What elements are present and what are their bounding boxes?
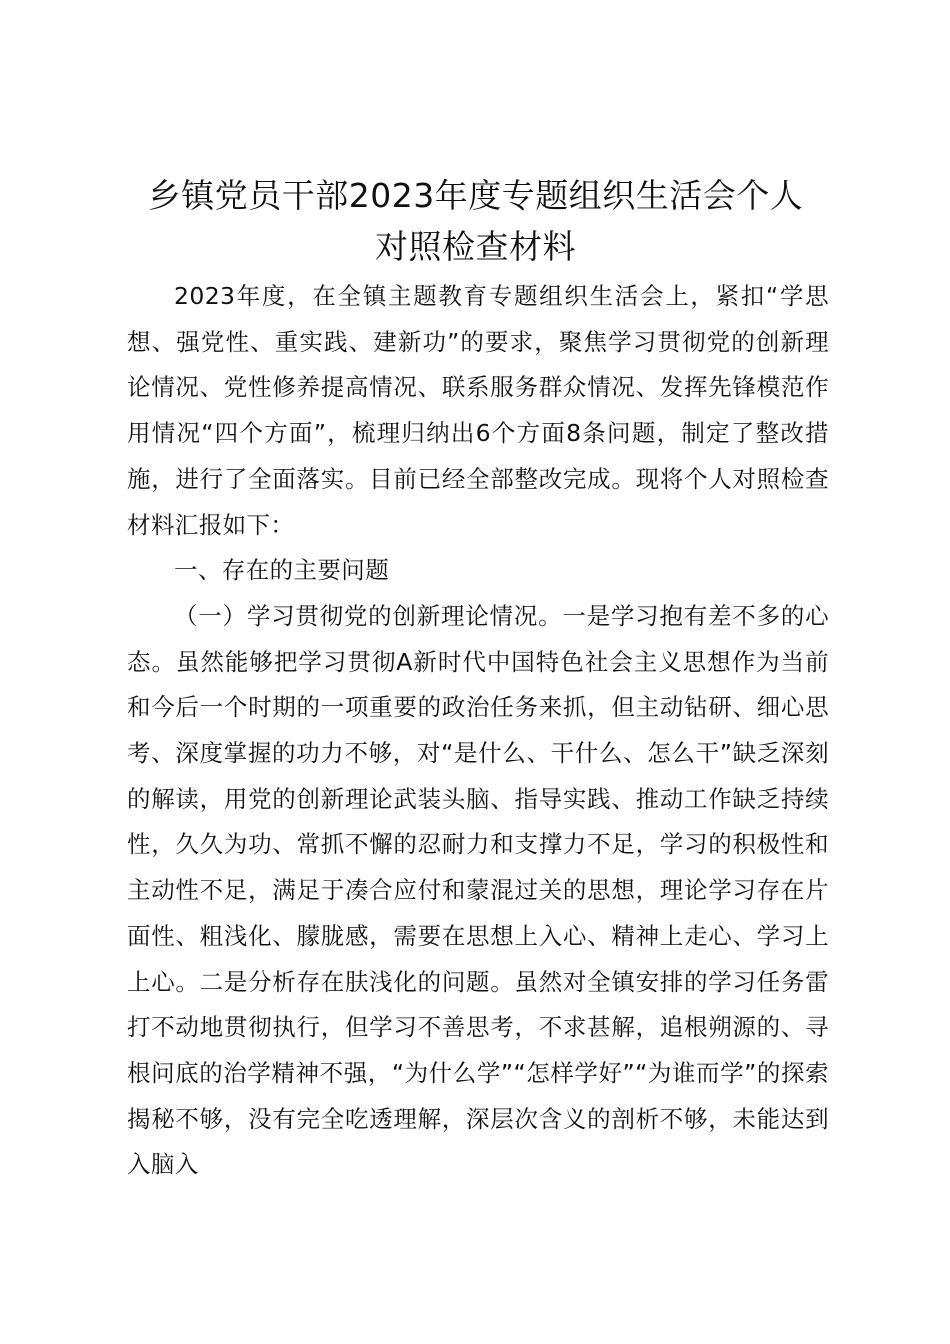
section-heading: 一、存在的主要问题: [174, 556, 390, 585]
title-line-1: 乡镇党员干部2023年度专题组织生活会个人: [147, 176, 804, 215]
body-paragraph: （一）学习贯彻党的创新理论情况。一是学习抱有差不多的心态。虽然能够把学习贯彻A新时代中国特色社会主义思想作为当前和今后一个时期的一项重要的政治任务来抓，但主动钻研、细心思考、深度掌握的功力不够，对“是什么、干什么、怎么干”缺乏深刻的解读，用党的创新理论武装头脑、指导实践、推动工作缺乏持续性，久久为功、常抓不懈的忍耐力和支撑力不足，学习的积极性和主动性不足，满足于凑合应付和蒙混过关的思想，理论学习存在片面性、粗浅化、朦胧感，需要在思想上入心、精神上走心、学习上上心。二是分析存在肤浅化的问题。虽然对全镇安排的学习任务雷打不动地贯彻执行，但学习不善思考，不求甚解，追根朔源的、寻根问底的治学精神不强，“为什么学”“怎样学好”“为谁而学”的探索揭秘不够，没有完全吃透理解，深层次含义的剖析不够，未能达到入脑入: [127, 601, 829, 1179]
document-title: [118, 170, 833, 272]
title-line-2: 对照检查材料: [375, 227, 576, 266]
intro-paragraph: 2023年度，在全镇主题教育专题组织生活会上，紧扣“学思想、强党性、重实践、建新功”的要求，聚焦学习贯彻党的创新理论情况、党性修养提高情况、联系服务群众情况、发挥先锋模范作用情况“四个方面”，梳理归纳出6个方面8条问题，制定了整改措施，进行了全面落实。目前已经全部整改完成。现将个人对照检查材料汇报如下：: [127, 282, 829, 539]
document-body: [127, 274, 829, 1188]
